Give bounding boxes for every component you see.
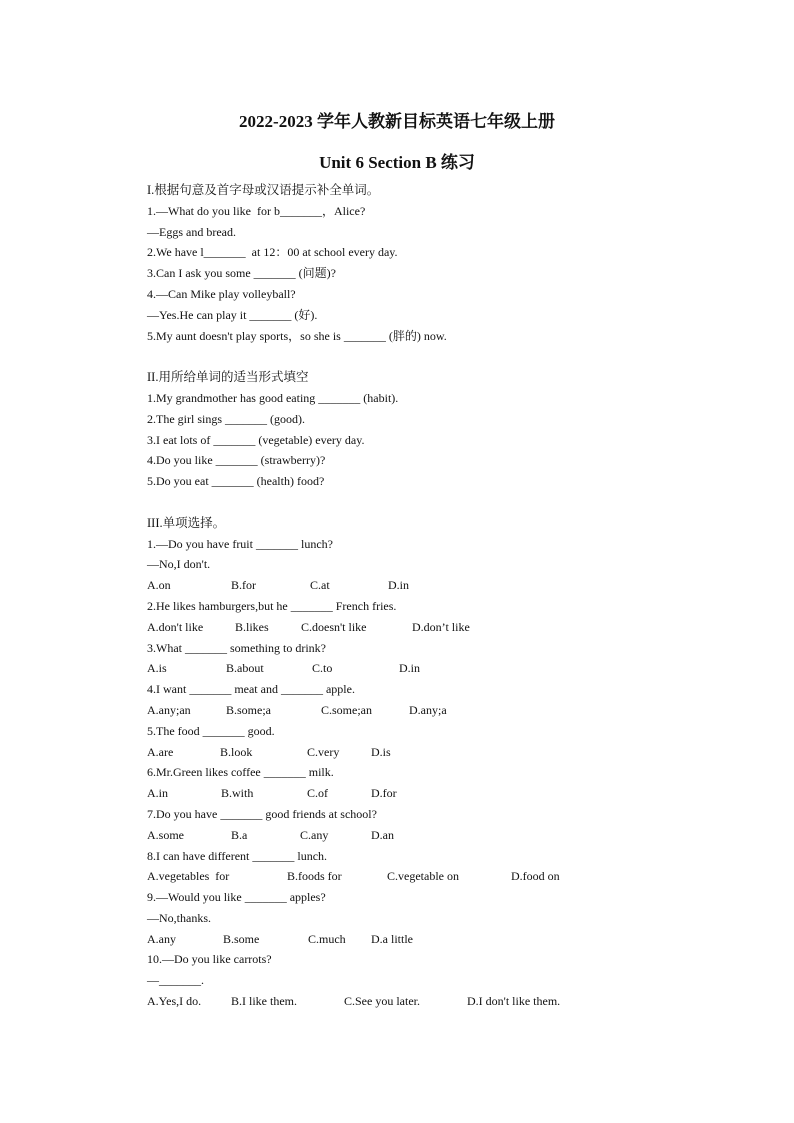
option-row [147,742,767,763]
option-c: C.to [312,661,333,676]
question-stem: —No,thanks. [147,910,211,925]
option-c: C.at [310,578,330,593]
option-row [147,783,767,804]
option-d: D.food on [511,869,560,884]
option-b: B.with [221,786,254,801]
option-row [147,617,767,638]
part2-line: 2.The girl sings _______ (good). [147,411,305,426]
option-a: A.are [147,744,174,759]
part1-line: 4.—Can Mike play volleyball? [147,286,296,301]
part1-line: 3.Can I ask you some _______ (问题)? [147,266,336,281]
part2-line: 1.My grandmother has good eating _______ (habit). [147,390,399,405]
option-c: C.vegetable on [387,869,459,884]
option-a: A.in [147,786,168,801]
part1-line: 1.—What do you like for b_______，Alice? [147,203,366,218]
option-c: C.See you later. [344,994,420,1009]
question-stem: 1.—Do you have fruit _______ lunch? [147,536,333,551]
question-stem: 9.—Would you like _______ apples? [147,890,326,905]
option-row [147,991,767,1012]
question-stem: 5.The food _______ good. [147,723,275,738]
option-row [147,658,767,679]
option-b: B.foods for [287,869,342,884]
option-row [147,825,767,846]
question-stem: —No,I don't. [147,557,211,572]
part1-line: —Yes.He can play it _______ (好). [147,307,318,322]
part1-line: —Eggs and bread. [147,224,236,239]
option-c: C.any [300,827,329,842]
option-c: C.of [307,786,328,801]
part1-line: 5.My aunt doesn't play sports，so she is _______ (胖的) now. [147,328,447,343]
worksheet-title: 2022-2023 学年人教新目标英语七年级上册 [239,112,555,131]
option-b: B.for [231,578,256,593]
question-stem: 3.What _______ something to drink? [147,640,326,655]
option-a: A.don't like [147,619,204,634]
worksheet-subtitle: Unit 6 Section B 练习 [319,153,475,172]
option-b: B.about [226,661,264,676]
part1-heading: I.根据句意及首字母或汉语提示补全单词。 [147,183,380,197]
option-d: D.in [399,661,420,676]
option-a: A.is [147,661,167,676]
option-row [147,700,767,721]
part2-line: 3.I eat lots of _______ (vegetable) every day. [147,432,365,447]
option-a: A.some [147,827,184,842]
option-a: A.vegetables for [147,869,230,884]
option-d: D.I don't like them. [467,994,561,1009]
option-a: A.any;an [147,702,191,717]
question-stem: 2.He likes hamburgers,but he _______ French fries. [147,598,397,613]
option-d: D.a little [371,931,413,946]
option-row [147,929,767,950]
option-b: B.a [231,827,248,842]
option-c: C.very [307,744,340,759]
question-stem: 10.—Do you like carrots? [147,952,272,967]
question-stem: 4.I want _______ meat and _______ apple. [147,682,355,697]
option-c: C.doesn't like [301,619,367,634]
option-d: D.for [371,786,397,801]
option-c: C.much [308,931,346,946]
option-row [147,575,767,596]
question-stem: 8.I can have different _______ lunch. [147,848,328,863]
question-stem: —_______. [147,973,204,988]
worksheet-content [147,180,767,1012]
option-c: C.some;an [321,702,372,717]
option-a: A.on [147,578,171,593]
option-b: B.some [223,931,260,946]
option-b: B.look [220,744,253,759]
part1-line: 2.We have l_______ at 12：00 at school every day. [147,245,398,260]
option-a: A.any [147,931,176,946]
question-stem: 7.Do you have _______ good friends at school? [147,806,377,821]
part2-heading: II.用所给单词的适当形式填空 [147,370,309,385]
option-d: D.any;a [409,702,447,717]
part2-line: 4.Do you like _______ (strawberry)? [147,453,326,468]
option-b: B.I like them. [231,994,297,1009]
option-b: B.some;a [226,702,271,717]
question-stem: 6.Mr.Green likes coffee _______ milk. [147,765,334,780]
option-row [147,866,767,887]
option-b: B.likes [235,619,269,634]
option-d: D.don’t like [412,619,470,634]
part3-heading: III.单项选择。 [147,515,226,530]
option-d: D.is [371,744,391,759]
option-a: A.Yes,I do. [147,994,202,1009]
option-d: D.an [371,827,394,842]
part2-line: 5.Do you eat _______ (health) food? [147,474,325,489]
option-d: D.in [388,578,409,593]
